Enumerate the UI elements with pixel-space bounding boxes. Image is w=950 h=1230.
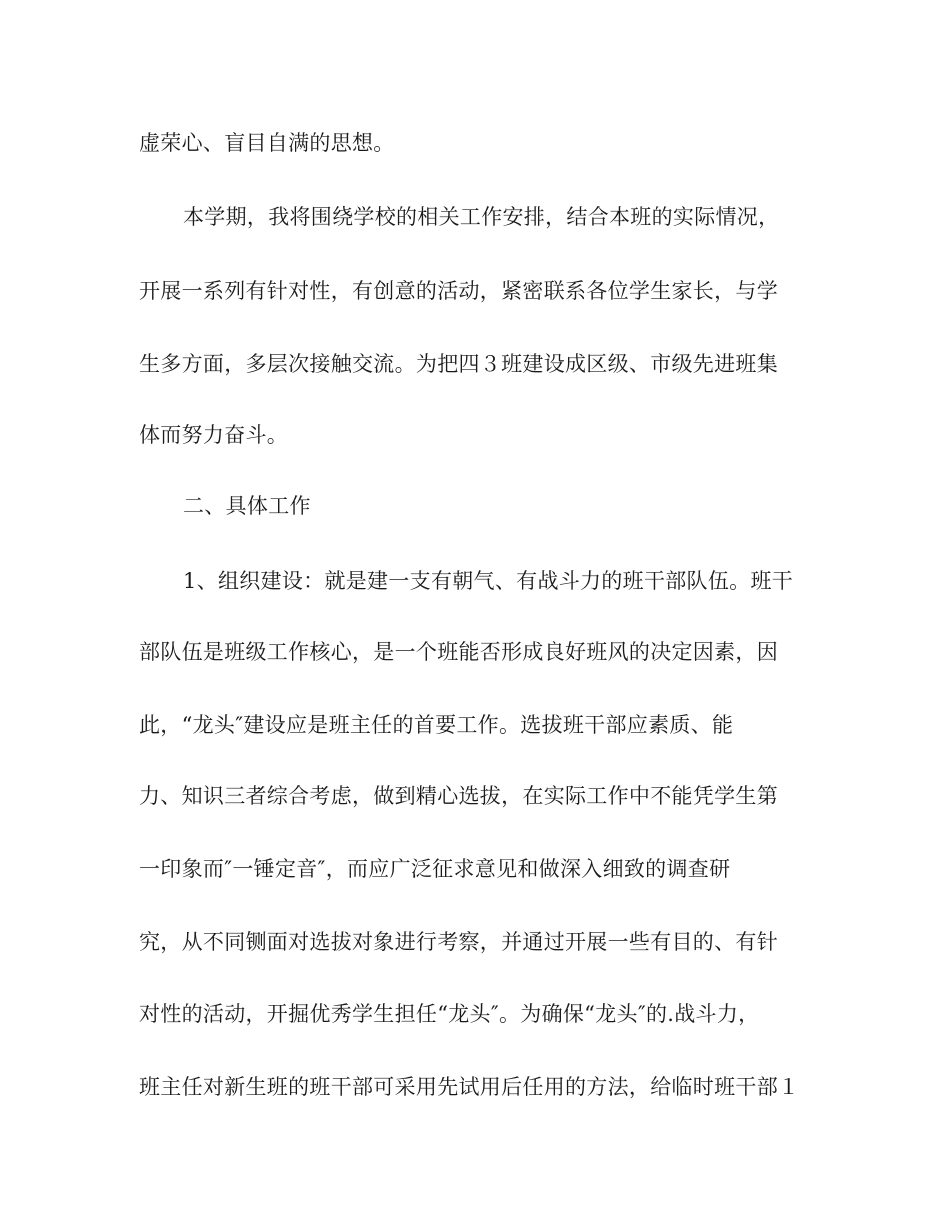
text-line: 究，从不同铡面对选拔对象进行考察，并通过开展一些有目的、有针 bbox=[139, 930, 778, 954]
text-line: 开展一系列有针对性，有创意的活动，紧密联系各位学生家长，与学 bbox=[139, 279, 778, 303]
section-heading: 二、具体工作 bbox=[183, 494, 311, 518]
text-line: 力、知识三者综合考虑，做到精心选拔，在实际工作中不能凭学生第 bbox=[139, 784, 778, 808]
text-line: 体而努力奋斗。 bbox=[139, 423, 289, 447]
paragraph-first-line: 1、组织建设：就是建一支有朝气、有战斗力的班干部队伍。班干 bbox=[183, 569, 794, 593]
text-line: 一印象而″一锤定音″，而应广泛征求意见和做深入细致的调查研 bbox=[139, 857, 731, 881]
paragraph-first-line: 本学期，我将围绕学校的相关工作安排，结合本班的实际情况， bbox=[183, 205, 780, 229]
text-line: 生多方面，多层次接触交流。为把四３班建设成区级、市级先进班集 bbox=[139, 352, 778, 376]
text-line: 班主任对新生班的班干部可采用先试用后任用的方法，给临时班干部１ bbox=[139, 1075, 800, 1099]
text-line: 部队伍是班级工作核心，是一个班能否形成良好班风的决定因素，因 bbox=[139, 640, 778, 664]
text-line: 此，“龙头″建设应是班主任的首要工作。选拔班干部应素质、能 bbox=[139, 713, 734, 737]
text-line: 虚荣心、盲目自满的思想。 bbox=[139, 131, 395, 155]
text-line: 对性的活动，开掘优秀学生担任“龙头″。为确保“龙头″的.战斗力， bbox=[139, 1002, 760, 1026]
